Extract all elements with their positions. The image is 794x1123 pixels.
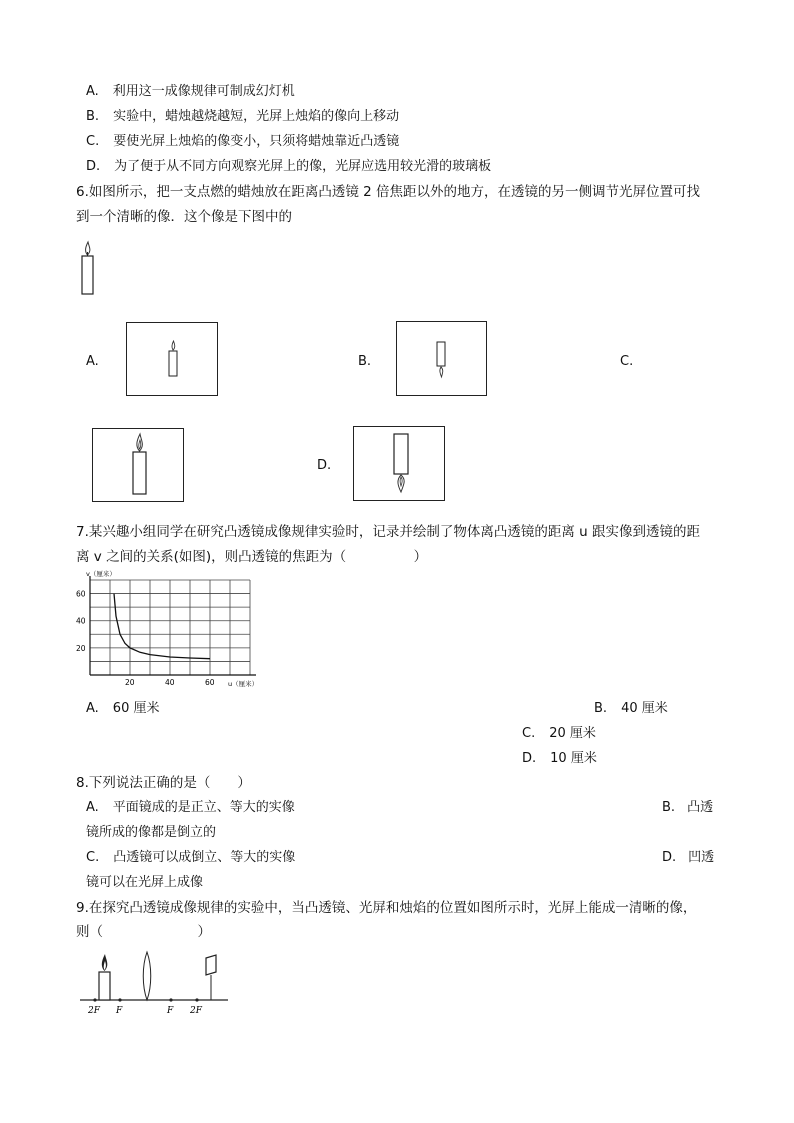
q9-label-f-left: F (116, 1006, 123, 1016)
q8-option-d: D. 凹透 (662, 850, 715, 865)
q6-label-b: B. (358, 354, 372, 369)
q7-option-d: D. 10 厘米 (522, 751, 597, 766)
candle-original-figure (76, 240, 100, 300)
q6-label-a: A. (86, 354, 99, 369)
q6-stem-line1: 6.如图所示，把一支点燃的蜡烛放在距离凸透镜 2 倍焦距以外的地方，在透镜的另一侧调节光屏位置可找 (76, 184, 701, 200)
q8-option-c: C. 凸透镜可以成倒立、等大的实像 (86, 850, 296, 865)
x-axis-label: u（厘米） (228, 680, 259, 688)
q7-option-c: C. 20 厘米 (522, 726, 596, 741)
uv-curve (114, 594, 210, 659)
q9-label-2f-right: 2F (190, 1006, 202, 1016)
q6-stem-line2: 到一个清晰的像．这个像是下图中的 (76, 209, 292, 225)
q8-option-a: A. 平面镜成的是正立、等大的实像 (86, 800, 295, 815)
q6-option-b-candle-inverted (432, 338, 452, 382)
q5-option-d: D. 为了便于从不同方向观察光屏上的像，光屏应选用较光滑的玻璃板 (86, 159, 492, 174)
q8-option-b: B. 凸透 (662, 800, 714, 815)
q7-stem-line2: 离 v 之间的关系(如图)，则凸透镜的焦距为（ ） (76, 549, 428, 565)
q7-stem-line1: 7.某兴趣小组同学在研究凸透镜成像规律实验时，记录并绘制了物体离凸透镜的距离 u 跟实像到透镜的距 (76, 524, 701, 540)
q7-uv-graph (74, 570, 258, 692)
x-tick-label: 40 (165, 678, 175, 687)
y-tick-label: 60 (76, 589, 86, 599)
q9-label-f-right: F (167, 1006, 174, 1016)
q8-option-d-continued: 镜可以在光屏上成像 (86, 875, 204, 890)
q9-screen (206, 955, 216, 975)
q5-option-a: A. 利用这一成像规律可制成幻灯机 (86, 84, 295, 99)
y-tick-label: 40 (76, 616, 86, 626)
q5-option-b: B. 实验中，蜡烛越烧越短，光屏上烛焰的像向上移动 (86, 109, 400, 124)
q9-convex-lens (143, 952, 151, 1000)
q6-label-c: C. (620, 354, 634, 369)
x-tick-label: 60 (205, 678, 215, 687)
q6-option-d-candle-inverted-large (388, 430, 414, 498)
y-tick-label: 20 (76, 643, 86, 653)
x-tick-label: 20 (125, 678, 135, 687)
q6-label-d: D. (317, 458, 332, 473)
q6-option-c-candle-large (126, 432, 152, 498)
q8-stem: 8.下列说法正确的是（ ） (76, 775, 251, 791)
q8-option-b-continued: 镜所成的像都是倒立的 (86, 825, 217, 840)
q9-optical-bench-figure (78, 948, 238, 1020)
q7-option-b: B. 40 厘米 (594, 701, 668, 716)
q9-stem-line1: 9.在探究凸透镜成像规律的实验中，当凸透镜、光屏和烛焰的位置如图所示时，光屏上能成一清晰的像， (76, 900, 697, 916)
y-axis-label: v（厘米） (86, 570, 116, 578)
q7-option-a: A. 60 厘米 (86, 701, 160, 716)
q6-option-a-candle (164, 340, 184, 380)
q9-label-2f-left: 2F (88, 1006, 100, 1016)
q9-candle (99, 972, 110, 1000)
q5-option-c: C. 要使光屏上烛焰的像变小，只须将蜡烛靠近凸透镜 (86, 134, 400, 149)
q9-stem-line2: 则（ ） (76, 924, 211, 940)
